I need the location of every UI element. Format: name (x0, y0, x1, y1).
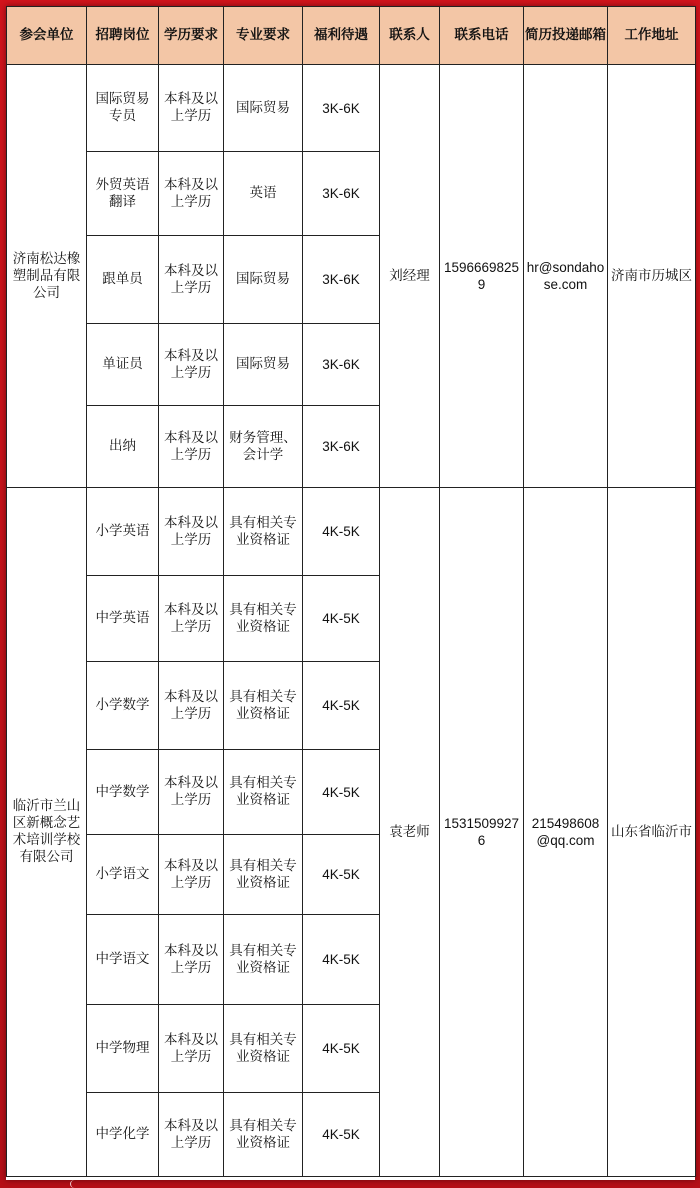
job-salary: 3K-6K (303, 236, 380, 324)
job-education: 本科及以上学历 (159, 750, 224, 835)
job-major: 具有相关专业资格证 (224, 576, 303, 662)
job-major: 国际贸易 (224, 65, 303, 152)
job-education: 本科及以上学历 (159, 152, 224, 236)
resume-email[interactable]: 215498608@qq.com (524, 488, 608, 1177)
job-education: 本科及以上学历 (159, 915, 224, 1005)
job-salary: 4K-5K (303, 835, 380, 915)
header-phone: 联系电话 (440, 7, 524, 65)
recruitment-table (6, 6, 696, 1177)
job-position: 外贸英语翻译 (87, 152, 159, 236)
header-position: 招聘岗位 (87, 7, 159, 65)
job-salary: 4K-5K (303, 915, 380, 1005)
job-major: 具有相关专业资格证 (224, 1005, 303, 1093)
job-salary: 4K-5K (303, 1005, 380, 1093)
job-education: 本科及以上学历 (159, 576, 224, 662)
header-row (7, 7, 696, 65)
job-position: 小学英语 (87, 488, 159, 576)
job-salary: 4K-5K (303, 576, 380, 662)
job-salary: 3K-6K (303, 152, 380, 236)
job-major: 英语 (224, 152, 303, 236)
job-position: 跟单员 (87, 236, 159, 324)
recruitment-sheet (6, 6, 695, 1180)
job-major: 国际贸易 (224, 236, 303, 324)
header-contact: 联系人 (380, 7, 440, 65)
job-education: 本科及以上学历 (159, 1093, 224, 1177)
job-major: 具有相关专业资格证 (224, 1093, 303, 1177)
job-major: 具有相关专业资格证 (224, 662, 303, 750)
work-address: 济南市历城区 (608, 65, 696, 488)
job-salary: 3K-6K (303, 65, 380, 152)
job-position: 国际贸易专员 (87, 65, 159, 152)
job-major: 具有相关专业资格证 (224, 488, 303, 576)
job-position: 小学数学 (87, 662, 159, 750)
job-major: 国际贸易 (224, 324, 303, 406)
job-salary: 4K-5K (303, 662, 380, 750)
job-position: 中学物理 (87, 1005, 159, 1093)
job-salary: 3K-6K (303, 324, 380, 406)
job-salary: 3K-6K (303, 406, 380, 488)
job-position: 中学数学 (87, 750, 159, 835)
table-row (7, 65, 696, 152)
work-address: 山东省临沂市 (608, 488, 696, 1177)
company-name: 临沂市兰山区新概念艺术培训学校有限公司 (7, 488, 87, 1177)
job-position: 小学语文 (87, 835, 159, 915)
job-salary: 4K-5K (303, 1093, 380, 1177)
job-education: 本科及以上学历 (159, 236, 224, 324)
job-education: 本科及以上学历 (159, 488, 224, 576)
job-major: 具有相关专业资格证 (224, 835, 303, 915)
contact-phone: 15966698259 (440, 65, 524, 488)
job-position: 单证员 (87, 324, 159, 406)
job-position: 中学语文 (87, 915, 159, 1005)
job-major: 财务管理、会计学 (224, 406, 303, 488)
job-major: 具有相关专业资格证 (224, 915, 303, 1005)
job-education: 本科及以上学历 (159, 835, 224, 915)
job-position: 出纳 (87, 406, 159, 488)
job-position: 中学英语 (87, 576, 159, 662)
header-address: 工作地址 (608, 7, 696, 65)
job-salary: 4K-5K (303, 488, 380, 576)
header-education: 学历要求 (159, 7, 224, 65)
header-email: 简历投递邮箱 (524, 7, 608, 65)
resume-email[interactable]: hr@sondahose.com (524, 65, 608, 488)
job-salary: 4K-5K (303, 750, 380, 835)
contact-phone: 15315099276 (440, 488, 524, 1177)
job-major: 具有相关专业资格证 (224, 750, 303, 835)
contact-person: 袁老师 (380, 488, 440, 1177)
job-education: 本科及以上学历 (159, 406, 224, 488)
header-salary: 福利待遇 (303, 7, 380, 65)
job-education: 本科及以上学历 (159, 324, 224, 406)
contact-person: 刘经理 (380, 65, 440, 488)
job-education: 本科及以上学历 (159, 65, 224, 152)
company-name: 济南松达橡塑制品有限公司 (7, 65, 87, 488)
header-major: 专业要求 (224, 7, 303, 65)
header-company: 参会单位 (7, 7, 87, 65)
job-position: 中学化学 (87, 1093, 159, 1177)
job-education: 本科及以上学历 (159, 1005, 224, 1093)
bottom-decoration (70, 1180, 79, 1188)
job-education: 本科及以上学历 (159, 662, 224, 750)
table-row (7, 488, 696, 576)
